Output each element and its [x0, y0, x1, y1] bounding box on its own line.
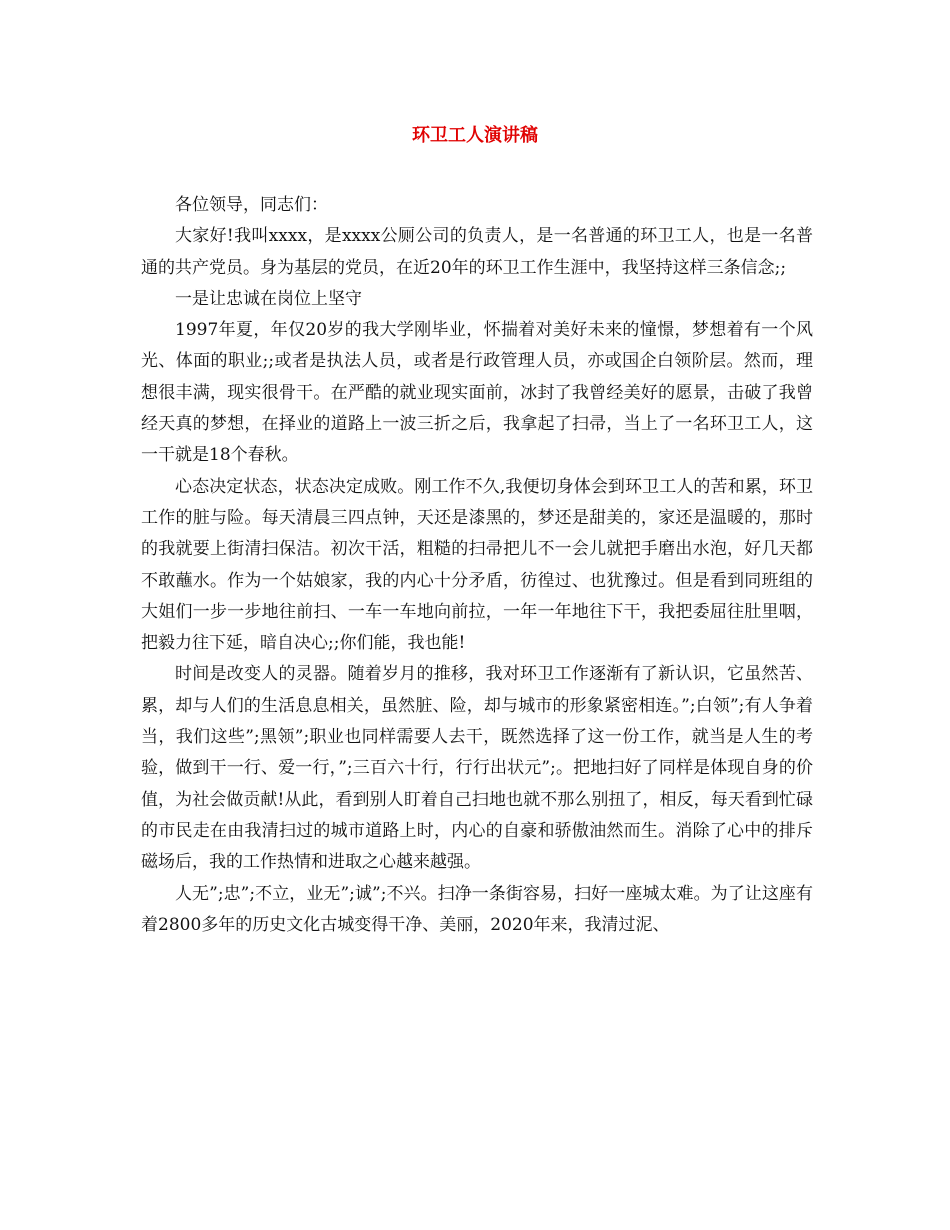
paragraph-loyalty: 人无”;忠”;不立，业无”;诚”;不兴。扫净一条街容易，扫好一座城太难。为了让这座有着2800多年的历史文化古城变得干净、美丽，2020年来，我清过泥、: [141, 883, 813, 935]
document-body: [141, 190, 813, 941]
paragraph-mindset: 心态决定状态，状态决定成败。刚工作不久,我便切身体会到环卫工人的苦和累，环卫工作的脏与险。每天清晨三四点钟，天还是漆黑的，梦还是甜美的，家还是温暖的，那时的我就要上街清扫保洁。初次干活，粗糙的扫帚把儿不一会儿就把手磨出水泡，好几天都不敢蘸水。作为一个姑娘家，我的内心十分矛盾，彷徨过、也犹豫过。但是看到同班组的大姐们一步一步地往前扫、一车一车地向前拉，一年一年地往下干，我把委屈往肚里咽，把毅力往下延，暗自决心;;你们能，我也能!: [141, 476, 813, 654]
paragraph-1997-story: 1997年夏，年仅20岁的我大学刚毕业，怀揣着对美好未来的憧憬，梦想着有一个风光、体面的职业;;或者是执法人员，或者是行政管理人员，亦或国企白领阶层。然而，理想很丰满，现实很骨干。在严酷的就业现实面前，冰封了我曾经美好的愿景，击破了我曾经天真的梦想，在择业的道路上一波三折之后，我拿起了扫帚，当上了一名环卫工人，这一干就是18个春秋。: [141, 320, 813, 466]
paragraph-time-changes: 时间是改变人的灵器。随着岁月的推移，我对环卫工作逐渐有了新认识，它虽然苦、累，却与人们的生活息息相关，虽然脏、险，却与城市的形象紧密相连。”;白领”;有人争着当，我们这些”;黑领”;职业也同样需要人去干，既然选择了这一份工作，就当是人生的考验，做到干一行、爱一行，”;三百六十行，行行出状元”;。把地扫好了同样是体现自身的价值，为社会做贡献!从此，看到别人盯着自己扫地也就不那么别扭了，相反，每天看到忙碌的市民走在由我清扫过的城市道路上时，内心的自豪和骄傲油然而生。消除了心中的排斥磁场后，我的工作热情和进取之心越来越强。: [141, 664, 813, 873]
paragraph-section-heading: 一是让忠诚在岗位上坚守: [175, 288, 362, 309]
paragraph-introduction: 大家好!我叫xxxx，是xxxx公厕公司的负责人，是一名普通的环卫工人，也是一名普通的共产党员。身为基层的党员，在近20年的环卫工作生涯中，我坚持这样三条信念;;: [141, 226, 813, 278]
paragraph-salutation: 各位领导，同志们：: [175, 195, 328, 215]
document-title: 环卫工人演讲稿: [412, 125, 538, 146]
